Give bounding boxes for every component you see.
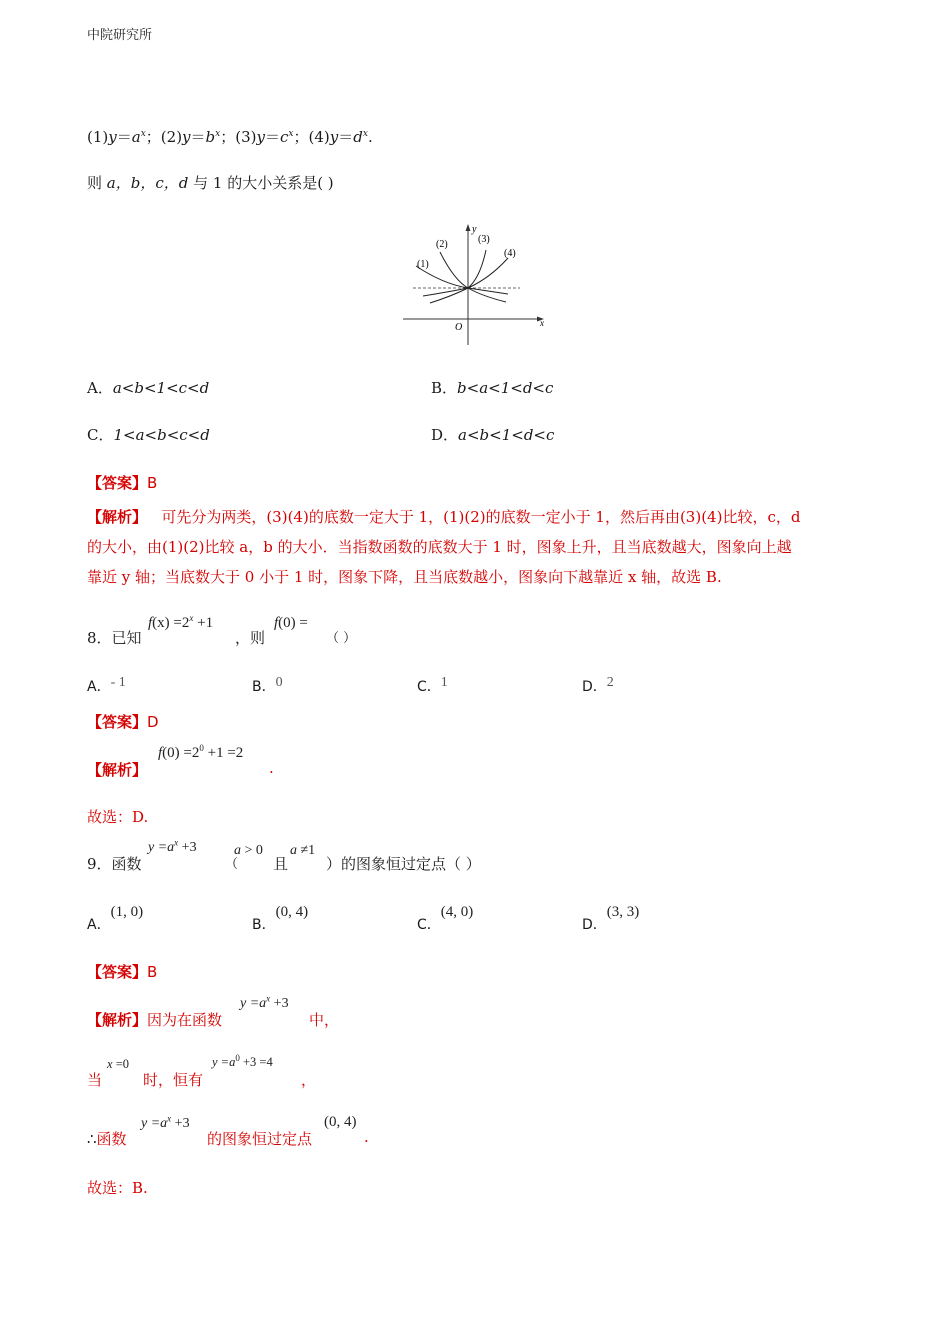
curve-3-label: (3) (478, 234, 490, 245)
q9-option-c: C．(4, 0) (417, 904, 474, 933)
q9-analysis-mid: 中， (309, 1011, 340, 1029)
q9-option-d: D．(3, 3) (582, 904, 640, 933)
curve-4-label: (4) (504, 248, 516, 259)
q9-cond-and: 且 (273, 855, 289, 873)
q8-then: ，则 (235, 629, 266, 647)
q9-therefore: ∴函数 (87, 1130, 127, 1148)
q8-option-d: D．2 (582, 675, 614, 695)
q8-number: 8．已知 (87, 629, 142, 647)
q8-calculation-dot: . (269, 759, 274, 777)
q8-calculation: $f(0) =2^0 +1 =2$ (158, 743, 244, 761)
q9-therefore-text: 的图象恒过定点 (207, 1130, 313, 1148)
q9-therefore-dot: . (364, 1128, 369, 1146)
q9-comma: ， (301, 1071, 317, 1089)
q9-when: 当 (87, 1071, 103, 1089)
q7-option-a: A．a<b<1<c<d (87, 379, 210, 397)
q9-cond-close: ）的图象恒过定点（ ） (326, 855, 481, 873)
q8-target: f(0) = (274, 615, 308, 631)
q9-when-condition: x =0 (107, 1057, 129, 1071)
q7-exponential-graph (398, 220, 558, 350)
q8-option-b: B．0 (252, 675, 283, 695)
q7-option-d: D．a<b<1<d<c (431, 426, 555, 444)
q8-answer-paren: （ ） (326, 631, 357, 646)
q8-formula: $f(x) =2^x +1$ (148, 613, 214, 631)
q7-option-b: B．b<a<1<d<c (431, 379, 554, 397)
q9-function: $y =a^x +3$ (148, 837, 197, 855)
q7-question: 则 a，b，c，d 与 1 的大小关系是( ) (87, 174, 334, 192)
q8-answer: 【答案】D (87, 713, 159, 731)
origin-label: O (455, 322, 463, 333)
q9-therefore-point: (0, 4) (324, 1114, 357, 1130)
curve-2-label: (2) (436, 239, 448, 250)
q9-condition-1: a > 0 (234, 843, 263, 858)
q7-function-list: $(1)y=a^x$；$(2)y=b^x$；$(3)y=c^x$；$(4)y=d^x$. (87, 128, 373, 146)
q9-number: 9．函数 (87, 855, 142, 873)
q9-condition-2: a ≠1 (290, 843, 316, 858)
q7-analysis-line-3: 靠近 y 轴；当底数大于 0 小于 1 时，图象下降，且当底数越小，图象向下越靠近 x 轴，故选 B. (87, 568, 722, 586)
q9-option-a: A．(1, 0) (87, 904, 144, 933)
q9-option-b: B．(0, 4) (252, 904, 309, 933)
curve-1-label: (1) (417, 259, 429, 270)
header-org: 中院研究所 (87, 28, 153, 43)
q9-cond-open: （ (225, 857, 239, 872)
q7-analysis-line-1: 【解析】 可先分为两类，(3)(4)的底数一定大于 1，(1)(2)的底数一定小于 1，然后再由(3)(4)比较，c，d (87, 508, 801, 526)
q8-analysis-label: 【解析】 (87, 761, 148, 779)
q8-conclusion: 故选：D. (87, 808, 149, 826)
q7-analysis-line-2: 的大小，由(1)(2)比较 a，b 的大小．当指数函数的底数大于 1 时，图象上升，且当底数越大，图象向上越 (87, 538, 792, 556)
y-axis-label: y (472, 224, 477, 235)
q7-option-c: C．1<a<b<c<d (87, 426, 210, 444)
q7-answer: 【答案】B (87, 474, 158, 492)
q8-option-c: C．1 (417, 675, 448, 695)
curve-1 (416, 266, 508, 294)
q9-analysis-line-1: 【解析】因为在函数 (87, 1011, 223, 1029)
curve-3 (430, 250, 486, 303)
curve-2 (440, 252, 506, 302)
y-axis-arrow (466, 224, 471, 231)
x-axis-label: x (540, 318, 544, 328)
q9-when-text: 时，恒有 (143, 1071, 204, 1089)
q9-answer: 【答案】B (87, 963, 158, 981)
q9-evaluation: $y =a^0 +3 =4$ (212, 1052, 273, 1069)
q9-conclusion: 故选：B. (87, 1179, 148, 1197)
q8-option-a: A．- 1 (87, 675, 126, 695)
q9-therefore-function: $y =a^x +3$ (141, 1113, 190, 1131)
q9-analysis-function: $y =a^x +3$ (240, 993, 289, 1011)
